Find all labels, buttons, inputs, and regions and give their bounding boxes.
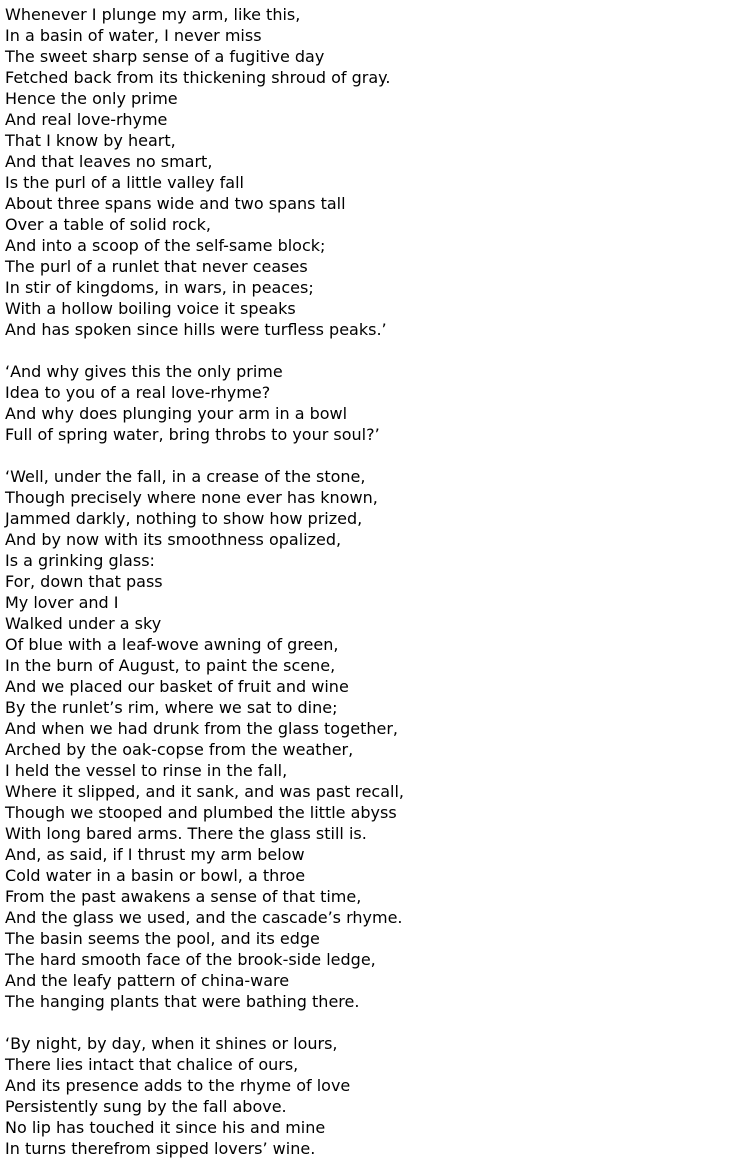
poem-line: Where it slipped, and it sank, and was past recall,: [5, 782, 404, 801]
stanza-3: [5, 466, 404, 1012]
poem-line: Idea to you of a real love-rhyme?: [5, 383, 271, 402]
poem-line: Cold water in a basin or bowl, a throe: [5, 866, 306, 885]
poem-line: Though precisely where none ever has known,: [5, 488, 378, 507]
stanza-1: [5, 4, 404, 340]
poem-line: And, as said, if I thrust my arm below: [5, 845, 305, 864]
poem-line: In stir of kingdoms, in wars, in peaces;: [5, 278, 314, 297]
poem-line: Over a table of solid rock,: [5, 215, 211, 234]
stanza-4: [5, 1033, 404, 1159]
poem-line: The basin seems the pool, and its edge: [5, 929, 320, 948]
poem-line: And the glass we used, and the cascade’s rhyme.: [5, 908, 403, 927]
poem-line: And real love-rhyme: [5, 110, 168, 129]
poem-line: By the runlet’s rim, where we sat to dine;: [5, 698, 338, 717]
poem-line: And why does plunging your arm in a bowl: [5, 404, 348, 423]
poem-line: Arched by the oak-copse from the weather,: [5, 740, 354, 759]
poem-line: And we placed our basket of fruit and wine: [5, 677, 349, 696]
poem-text: [5, 4, 404, 1159]
poem-line: Persistently sung by the fall above.: [5, 1097, 287, 1116]
poem-line: Of blue with a leaf-wove awning of green,: [5, 635, 339, 654]
poem-line: The hanging plants that were bathing there.: [5, 992, 360, 1011]
poem-line: The sweet sharp sense of a fugitive day: [5, 47, 325, 66]
poem-line: And when we had drunk from the glass together,: [5, 719, 399, 738]
poem-line: Walked under a sky: [5, 614, 162, 633]
poem-line: Jammed darkly, nothing to show how prized,: [5, 509, 363, 528]
poem-line: In a basin of water, I never miss: [5, 26, 262, 45]
stanza-2: [5, 361, 404, 445]
poem-line: Whenever I plunge my arm, like this,: [5, 5, 301, 24]
poem-line: That I know by heart,: [5, 131, 176, 150]
poem-line: And its presence adds to the rhyme of love: [5, 1076, 351, 1095]
poem-line: And has spoken since hills were turfless peaks.’: [5, 320, 387, 339]
poem-line: In turns therefrom sipped lovers’ wine.: [5, 1139, 316, 1158]
poem-line: The hard smooth face of the brook-side ledge,: [5, 950, 376, 969]
poem-line: And by now with its smoothness opalized,: [5, 530, 342, 549]
poem-line: Hence the only prime: [5, 89, 178, 108]
poem-line: And into a scoop of the self-same block;: [5, 236, 326, 255]
poem-line: I held the vessel to rinse in the fall,: [5, 761, 288, 780]
poem-line: With long bared arms. There the glass still is.: [5, 824, 367, 843]
poem-line: About three spans wide and two spans tall: [5, 194, 346, 213]
poem-line: ‘By night, by day, when it shines or lours,: [5, 1034, 338, 1053]
poem-line: My lover and I: [5, 593, 119, 612]
poem-line: In the burn of August, to paint the scene,: [5, 656, 336, 675]
poem-line: For, down that pass: [5, 572, 163, 591]
poem-line: Is the purl of a little valley fall: [5, 173, 244, 192]
poem-line: There lies intact that chalice of ours,: [5, 1055, 299, 1074]
poem-line: ‘And why gives this the only prime: [5, 362, 283, 381]
poem-line: ‘Well, under the fall, in a crease of the stone,: [5, 467, 366, 486]
poem-line: With a hollow boiling voice it speaks: [5, 299, 296, 318]
poem-line: From the past awakens a sense of that time,: [5, 887, 362, 906]
poem-line: No lip has touched it since his and mine: [5, 1118, 326, 1137]
poem-line: Is a grinking glass:: [5, 551, 155, 570]
poem-line: And that leaves no smart,: [5, 152, 213, 171]
poem-line: Full of spring water, bring throbs to your soul?’: [5, 425, 380, 444]
poem-line: And the leafy pattern of china-ware: [5, 971, 290, 990]
poem-line: Fetched back from its thickening shroud of gray.: [5, 68, 391, 87]
poem-line: The purl of a runlet that never ceases: [5, 257, 308, 276]
poem-line: Though we stooped and plumbed the little abyss: [5, 803, 397, 822]
